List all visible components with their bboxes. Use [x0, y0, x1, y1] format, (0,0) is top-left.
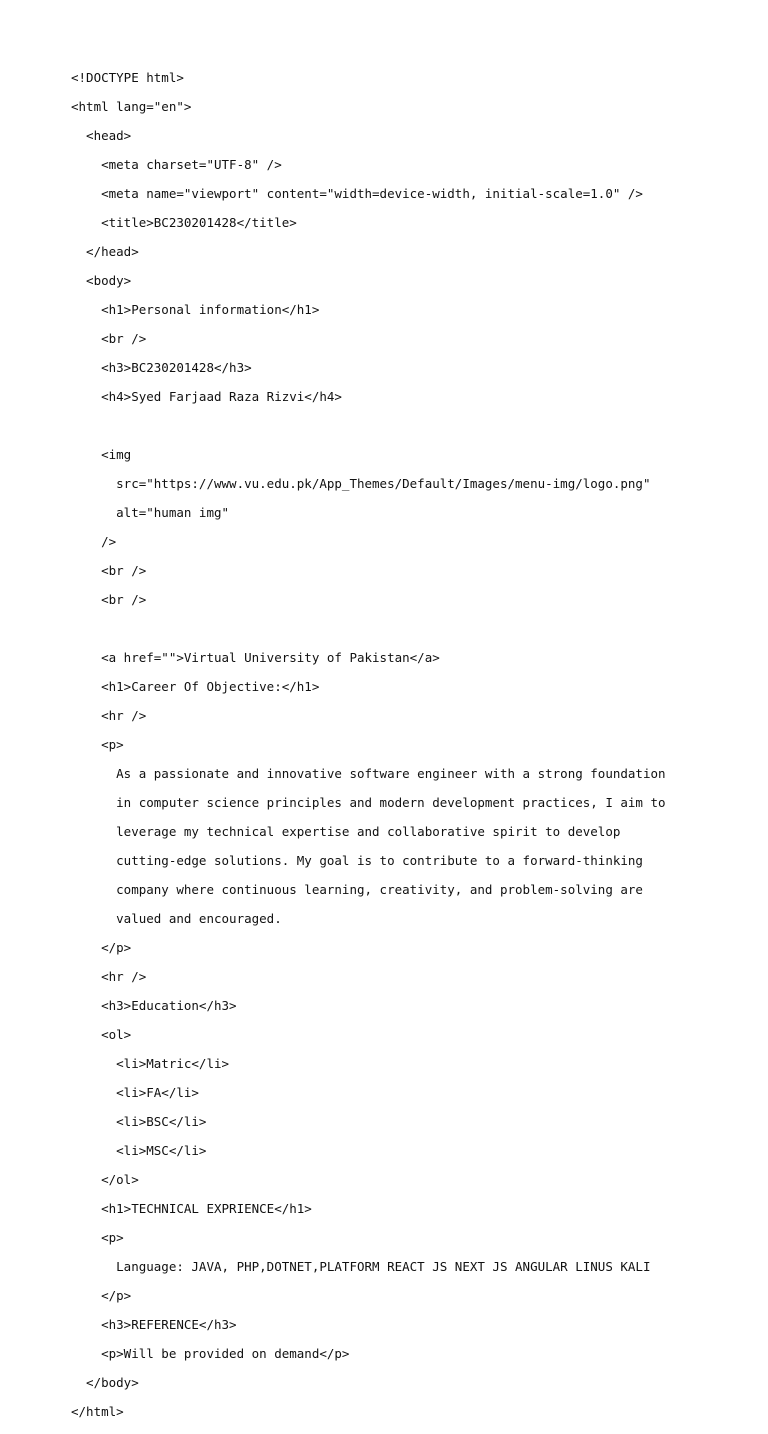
code-line-blank — [71, 622, 731, 637]
code-line-doctype: <!DOCTYPE html> — [71, 70, 184, 85]
code-line-paragraph-open: <p> — [71, 1230, 124, 1245]
code-line-paragraph-close: </p> — [71, 940, 132, 955]
code-line-objective-text: As a passionate and innovative software engineer with a strong foundation — [71, 766, 666, 781]
code-line-objective-text: in computer science principles and modern development practices, I aim to — [71, 795, 666, 810]
code-line-img-src: src="https://www.vu.edu.pk/App_Themes/Default/Images/menu-img/logo.png" — [71, 476, 651, 491]
code-line-body-close: </body> — [71, 1375, 139, 1390]
code-line-objective-text: company where continuous learning, creativity, and problem-solving are — [71, 882, 643, 897]
code-line-list-item-bsc: <li>BSC</li> — [71, 1114, 207, 1129]
code-line-objective-text: valued and encouraged. — [71, 911, 282, 926]
code-line-heading-name: <h4>Syed Farjaad Raza Rizvi</h4> — [71, 389, 342, 404]
code-line-title: <title>BC230201428</title> — [71, 215, 297, 230]
code-line-reference-text: <p>Will be provided on demand</p> — [71, 1346, 350, 1361]
code-line-paragraph-close: </p> — [71, 1288, 132, 1303]
code-line-objective-text: leverage my technical expertise and collaborative spirit to develop — [71, 824, 621, 839]
code-line-html-open: <html lang="en"> — [71, 99, 192, 114]
code-line-blank — [71, 419, 731, 434]
code-line-list-item-fa: <li>FA</li> — [71, 1085, 199, 1100]
code-line-heading-career-objective: <h1>Career Of Objective:</h1> — [71, 679, 320, 694]
code-line-br: <br /> — [71, 592, 147, 607]
code-line-br: <br /> — [71, 331, 147, 346]
code-line-meta-viewport: <meta name="viewport" content="width=device-width, initial-scale=1.0" /> — [71, 186, 643, 201]
code-line-heading-reference: <h3>REFERENCE</h3> — [71, 1317, 237, 1332]
code-line-img-close: /> — [71, 534, 117, 549]
code-line-hr: <hr /> — [71, 708, 147, 723]
code-line-objective-text: cutting-edge solutions. My goal is to contribute to a forward-thinking — [71, 853, 643, 868]
code-line-university-link: <a href="">Virtual University of Pakistan</a> — [71, 650, 440, 665]
code-line-heading-student-id: <h3>BC230201428</h3> — [71, 360, 252, 375]
code-line-img-alt: alt="human img" — [71, 505, 230, 520]
html-source-code — [71, 71, 731, 1434]
code-line-list-open: <ol> — [71, 1027, 132, 1042]
code-line-list-item-msc: <li>MSC</li> — [71, 1143, 207, 1158]
code-line-paragraph-open: <p> — [71, 737, 124, 752]
code-line-head-close: </head> — [71, 244, 139, 259]
code-line-heading-technical-experience: <h1>TECHNICAL EXPRIENCE</h1> — [71, 1201, 312, 1216]
code-line-list-close: </ol> — [71, 1172, 139, 1187]
code-line-heading-education: <h3>Education</h3> — [71, 998, 237, 1013]
code-line-br: <br /> — [71, 563, 147, 578]
code-line-body-open: <body> — [71, 273, 132, 288]
code-line-languages-text: Language: JAVA, PHP,DOTNET,PLATFORM REACT JS NEXT JS ANGULAR LINUS KALI — [71, 1259, 651, 1274]
code-line-list-item-matric: <li>Matric</li> — [71, 1056, 230, 1071]
code-line-img-open: <img — [71, 447, 132, 462]
code-line-meta-charset: <meta charset="UTF-8" /> — [71, 157, 282, 172]
code-line-hr: <hr /> — [71, 969, 147, 984]
code-line-html-close: </html> — [71, 1404, 124, 1419]
code-line-head-open: <head> — [71, 128, 132, 143]
code-line-heading-personal-information: <h1>Personal information</h1> — [71, 302, 320, 317]
